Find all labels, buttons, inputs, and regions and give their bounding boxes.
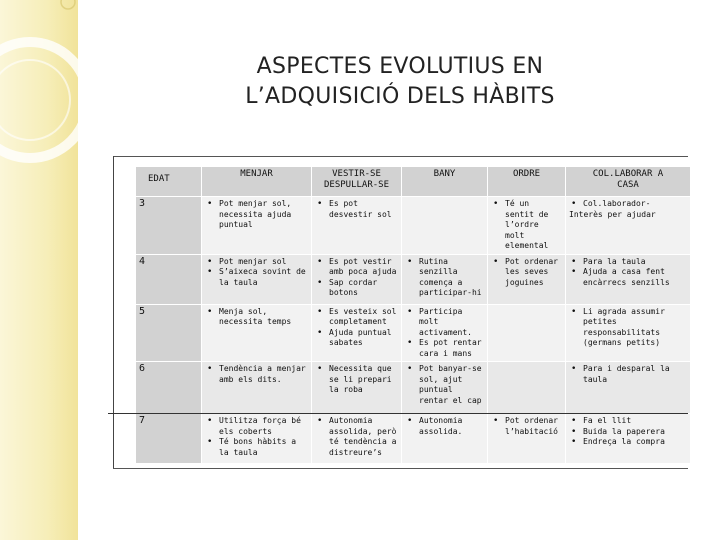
list-item: • Para i desparal la taula <box>569 364 687 385</box>
menjar-cell <box>202 304 312 362</box>
bany-cell <box>402 197 488 255</box>
ordre-cell <box>488 362 566 414</box>
list-item: • Es pot rentar cara i mans <box>405 338 484 359</box>
vestir-cell <box>312 362 402 414</box>
list-item: • Té bons hàbits a la taula <box>205 437 308 458</box>
header-vestir-line2: DESPULLAR-SE <box>323 180 390 190</box>
list-item: • Ajuda puntual sabates <box>315 328 398 349</box>
list-item: • Té un sentit de l’ordre molt elemental <box>491 199 562 252</box>
table-row <box>136 304 691 362</box>
table-row <box>136 254 691 304</box>
table-row <box>136 197 691 255</box>
header-bany: BANY <box>402 167 488 197</box>
list-item: • Tendència a menjar amb els dits. <box>205 364 308 385</box>
frame-left-rule <box>113 156 114 469</box>
list-item: • Sap cordar botons <box>315 278 398 299</box>
age-cell: 7 <box>136 414 202 464</box>
list-item: • Pot banyar-se sol, ajut puntual rentar el cap <box>405 364 484 406</box>
vestir-cell <box>312 254 402 304</box>
bany-cell <box>402 304 488 362</box>
list-item: • Pot ordenar les seves joguines <box>491 257 562 289</box>
col-cell <box>566 362 691 414</box>
list-item: • Autonomia assolida, però té tendència a distreure’s <box>315 416 398 458</box>
slide-title <box>150 52 650 112</box>
header-col-line1: COL.LABORAR A <box>592 169 664 179</box>
ordre-cell <box>488 197 566 255</box>
menjar-cell <box>202 254 312 304</box>
header-row <box>136 167 691 197</box>
vestir-cell <box>312 414 402 464</box>
age-cell: 3 <box>136 197 202 255</box>
bany-cell <box>402 362 488 414</box>
frame-top-rule <box>113 156 688 157</box>
list-item: • Pot ordenar l’habitació <box>491 416 562 437</box>
list-item: • Es pot desvestir sol <box>315 199 398 220</box>
habits-table <box>135 166 691 464</box>
title-line-2: L’ADQUISICIÓ DELS HÀBITS <box>245 84 555 109</box>
list-item: • Participa molt activament. <box>405 307 484 339</box>
menjar-cell <box>202 197 312 255</box>
list-item: • Autonomia assolida. <box>405 416 484 437</box>
list-item: • Es vesteix sol completament <box>315 307 398 328</box>
bany-cell <box>402 254 488 304</box>
list-item: • S’aixeca sovint de la taula <box>205 267 308 288</box>
decorative-sidebar <box>0 0 78 540</box>
list-item: • Para la taula <box>569 257 687 268</box>
table-row <box>136 362 691 414</box>
col-cell <box>566 197 691 255</box>
list-item: • Rutina senzilla comença a participar-hi <box>405 257 484 299</box>
header-vestir-line1: VESTIR-SE <box>332 169 381 179</box>
ordre-cell <box>488 304 566 362</box>
bany-cell <box>402 414 488 464</box>
header-ordre: ORDRE <box>488 167 566 197</box>
list-item: • Menja sol, necessita temps <box>205 307 308 328</box>
col-cell <box>566 304 691 362</box>
menjar-cell <box>202 414 312 464</box>
list-item: • Endreça la compra <box>569 437 687 448</box>
age-cell: 6 <box>136 362 202 414</box>
age-cell: 4 <box>136 254 202 304</box>
list-item: • Necessita que se li prepari la roba <box>315 364 398 396</box>
frame-bottom-rule <box>113 468 688 469</box>
col-cell <box>566 254 691 304</box>
header-edat: EDAT <box>136 167 202 197</box>
list-item: • Col.laborador- <box>569 199 687 210</box>
title-line-1: ASPECTES EVOLUTIUS EN <box>256 54 544 79</box>
age-cell: 5 <box>136 304 202 362</box>
list-item: • Pot menjar sol <box>205 257 308 268</box>
vestir-cell <box>312 304 402 362</box>
col-text: Interès per ajudar <box>569 209 656 219</box>
vestir-cell <box>312 197 402 255</box>
list-item: • Li agrada assumir petites responsabilitats (germans petits) <box>569 307 687 349</box>
list-item: • Pot menjar sol, necessita ajuda puntual <box>205 199 308 231</box>
header-col-line2: CASA <box>617 180 639 190</box>
header-menjar: MENJAR <box>202 167 312 197</box>
col-cell <box>566 414 691 464</box>
menjar-cell <box>202 362 312 414</box>
overlay-horizontal-rule <box>108 413 688 414</box>
list-item: • Ajuda a casa fent encàrrecs senzills <box>569 267 687 288</box>
table-row <box>136 414 691 464</box>
header-vestir <box>312 167 402 197</box>
list-item: • Es pot vestir amb poca ajuda <box>315 257 398 278</box>
list-item: • Utilitza força bé els coberts <box>205 416 308 437</box>
header-col <box>566 167 691 197</box>
decorative-circles <box>0 0 78 540</box>
list-item: • Buida la paperera <box>569 427 687 438</box>
ordre-cell <box>488 414 566 464</box>
list-item: • Fa el llit <box>569 416 687 427</box>
ordre-cell <box>488 254 566 304</box>
